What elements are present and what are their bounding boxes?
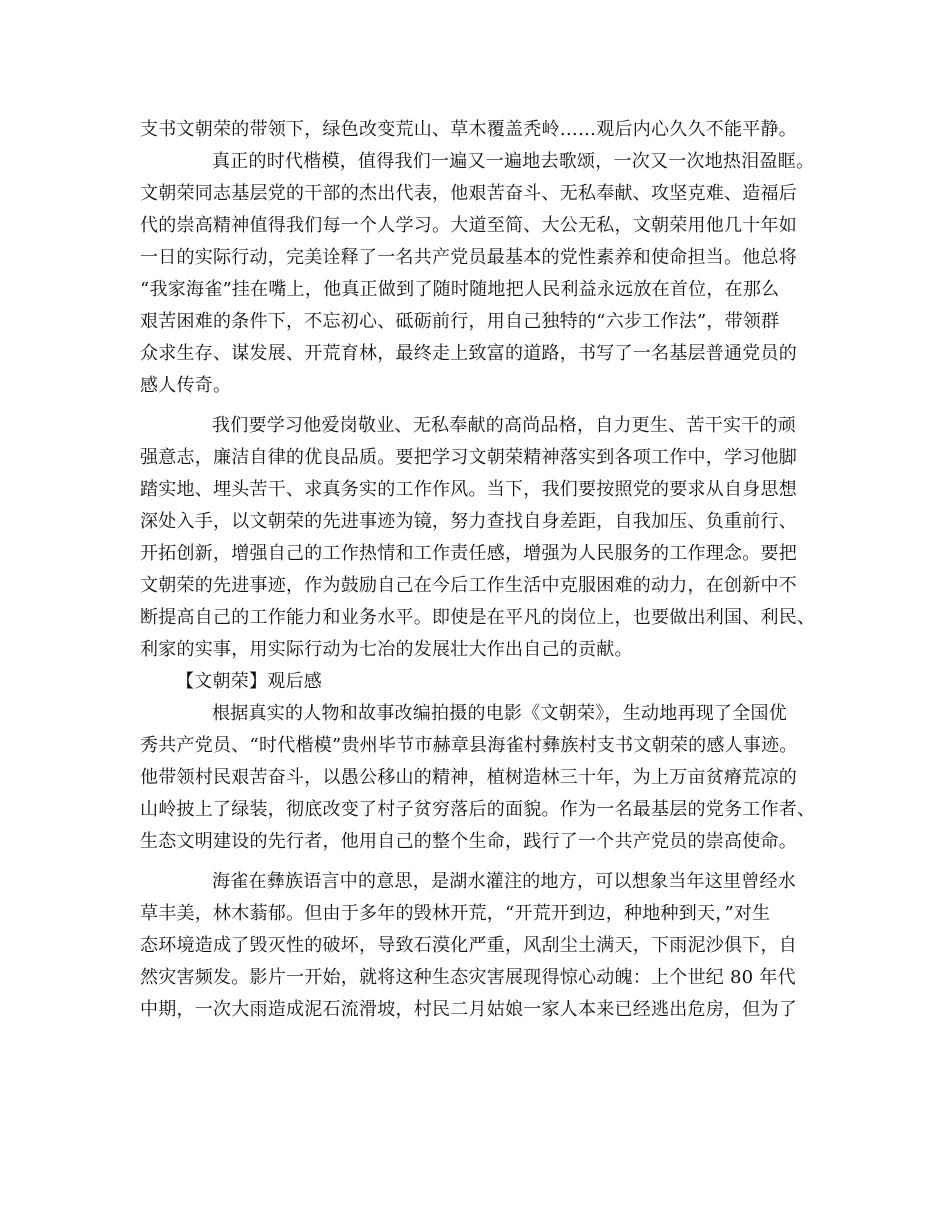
text-line: 态环境造成了毁灭性的破坏，导致石漠化严重，风刮尘土满天，下雨泥沙俱下，自	[140, 935, 797, 956]
section-heading	[140, 666, 828, 698]
text-line: 山岭披上了绿装，彻底改变了村子贫穷落后的面貌。作为一名最基层的党务工作者、	[140, 799, 816, 820]
text-line: 踏实地、埋头苦干、求真务实的工作作风。当下，我们要按照党的要求从自身思想	[140, 479, 797, 500]
text-line: 断提高自己的工作能力和业务水平。即使是在平凡的岗位上，也要做出利国、利民、	[140, 607, 816, 628]
text-line: “我家海雀”挂在嘴上，他真正做到了随时随地把人民利益永远放在首位，在那么	[140, 279, 780, 300]
text-line: 他带领村民艰苦奋斗，以愚公移山的精神，植树造林三十年，为上万亩贫瘠荒凉的	[140, 767, 797, 788]
text-line: 强意志，廉洁自律的优良品质。要把学习文朝荣精神落实到各项工作中，学习他脚	[140, 447, 797, 468]
paragraph-film-intro	[140, 698, 828, 858]
document-page	[140, 114, 828, 1026]
text-line: 文朝荣的先进事迹，作为鼓励自己在今后工作生活中克服困难的动力，在创新中不	[140, 575, 797, 596]
text-line: 利家的实事，用实际行动为七冶的发展壮大作出自己的贡献。	[140, 639, 633, 660]
paragraph-learning	[140, 410, 828, 666]
text-line: 一日的实际行动，完美诠释了一名共产党员最基本的党性素养和使命担当。他总将	[140, 247, 797, 268]
text-line: 草丰美，林木蓊郁。但由于多年的毁林开荒，“开荒开到边，种地种到天，”对生	[140, 903, 771, 924]
text-line: 然灾害频发。影片一开始，就将这种生态灾害展现得惊心动魄：上个世纪 80 年代	[140, 967, 796, 988]
paragraph-haique	[140, 866, 828, 1026]
text-line: 开拓创新，增强自己的工作热情和工作责任感，增强为人民服务的工作理念。要把	[140, 543, 797, 564]
text-line: 根据真实的人物和故事改编拍摄的电影《文朝荣》，生动地再现了全国优	[212, 703, 787, 724]
text-line: 艰苦困难的条件下，不忘初心、砥砺前行，用自己独特的“六步工作法”，带领群	[140, 311, 780, 332]
text-line: 我们要学习他爱岗敬业、无私奉献的高尚品格，自力更生、苦干实干的顽	[212, 415, 796, 436]
text-line: 真正的时代楷模，值得我们一遍又一遍地去歌颂，一次又一次地热泪盈眶。	[212, 151, 815, 172]
text-line: 深处入手，以文朝荣的先进事迹为镜，努力查找自身差距，自我加压、负重前行、	[140, 511, 797, 532]
text-line: 众求生存、谋发展、开荒育林，最终走上致富的道路，书写了一名基层普通党员的	[140, 343, 797, 364]
text-line: 中期，一次大雨造成泥石流滑坡，村民二月姑娘一家人本来已经逃出危房，但为了	[140, 999, 797, 1020]
text-line: 秀共产党员、“时代楷模”贵州毕节市赫章县海雀村彝族村支书文朝荣的感人事迹。	[140, 735, 798, 756]
text-line: 感人传奇。	[140, 375, 232, 396]
text-line: 代的崇高精神值得我们每一个人学习。大道至简、大公无私，文朝荣用他几十年如	[140, 215, 797, 236]
text-line: 海雀在彝族语言中的意思，是湖水灌注的地方，可以想象当年这里曾经水	[212, 871, 796, 892]
paragraph-continuation	[140, 114, 828, 146]
text-line: 生态文明建设的先行者，他用自己的整个生命，践行了一个共产党员的崇高使命。	[140, 831, 797, 852]
text-line: 支书文朝荣的带领下，绿色改变荒山、草木覆盖秃岭……观后内心久久不能平静。	[140, 119, 797, 140]
text-line: 文朝荣同志基层党的干部的杰出代表，他艰苦奋斗、无私奉献、攻坚克难、造福后	[140, 183, 797, 204]
paragraph-model-praise	[140, 146, 828, 402]
heading-line: 【文朝荣】观后感	[176, 671, 322, 692]
